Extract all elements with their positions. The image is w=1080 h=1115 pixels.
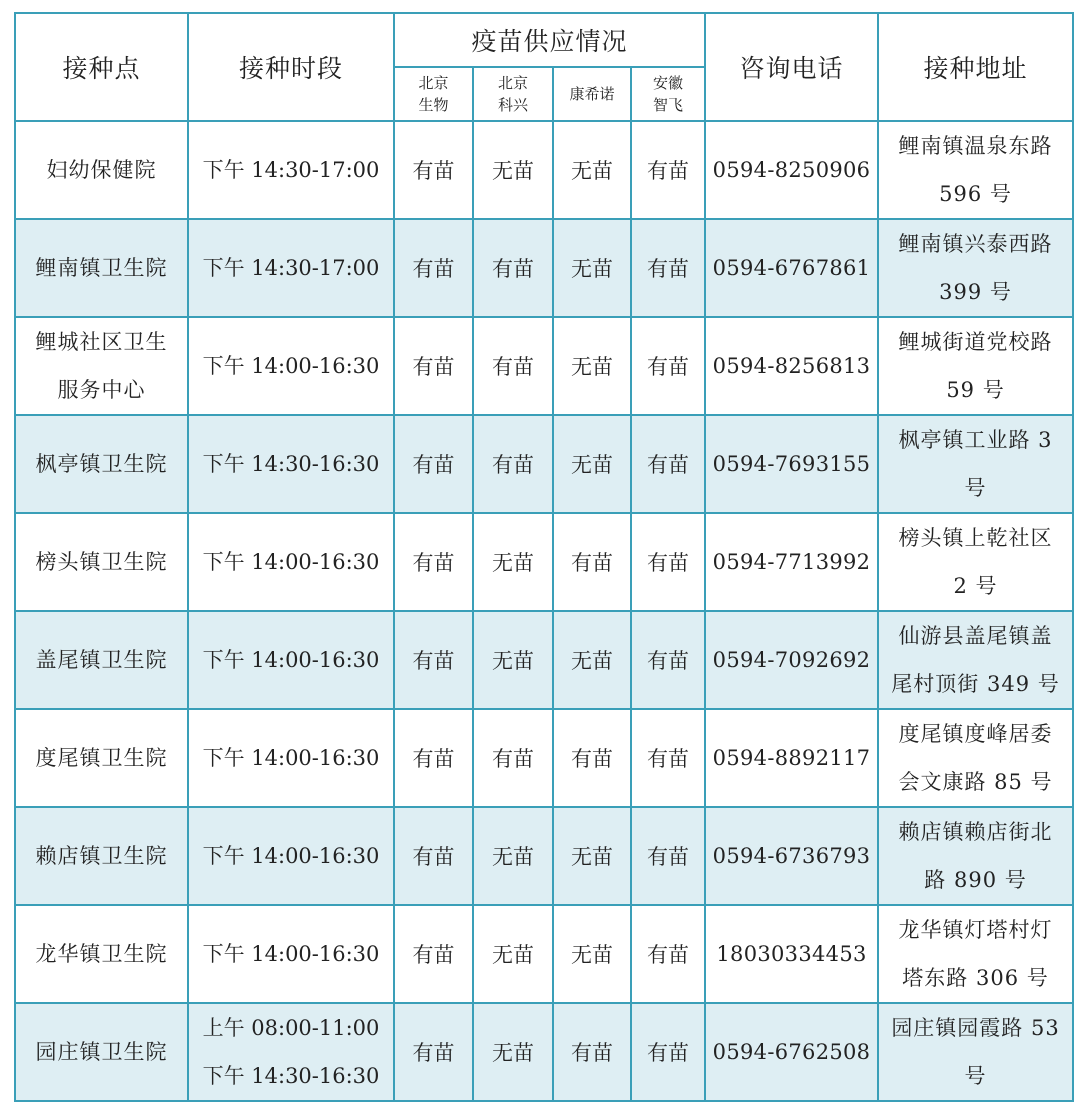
- time-cell-line: 下午 14:00-16:30: [202, 648, 380, 672]
- supply-status-cell: 有苗: [631, 611, 705, 709]
- time-cell: [188, 513, 394, 611]
- supply-status-cell: 无苗: [553, 121, 631, 219]
- supply-status-cell: 有苗: [394, 121, 473, 219]
- site-cell-line: 盖尾镇卫生院: [35, 648, 168, 672]
- address-cell-line: 鲤城街道党校路: [898, 330, 1053, 354]
- site-cell-line: 度尾镇卫生院: [35, 746, 168, 770]
- address-cell-line: 赖店镇赖店街北: [898, 820, 1053, 844]
- supply-status-cell: 有苗: [473, 709, 553, 807]
- time-cell-line: 下午 14:00-16:30: [202, 550, 380, 574]
- table-row: [15, 905, 1073, 1003]
- phone-cell: 0594-6736793: [705, 807, 878, 905]
- address-cell-line: 596 号: [939, 182, 1012, 206]
- table-row: [15, 709, 1073, 807]
- phone-cell: 0594-6762508: [705, 1003, 878, 1101]
- supply-status-cell: 有苗: [631, 317, 705, 415]
- address-cell-line: 59 号: [946, 378, 1005, 402]
- supply-status-cell: 无苗: [473, 905, 553, 1003]
- supply-status-cell: 无苗: [553, 415, 631, 513]
- address-cell: [878, 513, 1073, 611]
- address-cell: [878, 121, 1073, 219]
- site-cell: [15, 709, 188, 807]
- supply-status-cell: 无苗: [473, 1003, 553, 1101]
- header-vaccine-text: 北京: [418, 74, 449, 92]
- site-cell: [15, 121, 188, 219]
- supply-status-cell: 有苗: [473, 415, 553, 513]
- address-cell-line: 度尾镇度峰居委: [898, 722, 1053, 746]
- supply-status-cell: 有苗: [394, 807, 473, 905]
- supply-status-cell: 无苗: [553, 219, 631, 317]
- address-cell-line: 园庄镇园霞路 53: [891, 1016, 1060, 1040]
- header-vaccine-text: 科兴: [497, 96, 528, 114]
- supply-status-cell: 有苗: [631, 513, 705, 611]
- table-row: [15, 121, 1073, 219]
- supply-status-cell: 无苗: [553, 905, 631, 1003]
- header-vaccine-3: [553, 67, 631, 121]
- phone-cell: 18030334453: [705, 905, 878, 1003]
- site-cell: [15, 807, 188, 905]
- address-cell: [878, 415, 1073, 513]
- header-vaccine-1: [394, 67, 473, 121]
- time-cell: [188, 905, 394, 1003]
- supply-status-cell: 有苗: [394, 317, 473, 415]
- address-cell-line: 榜头镇上乾社区: [898, 526, 1053, 550]
- supply-status-cell: 有苗: [394, 1003, 473, 1101]
- supply-status-cell: 有苗: [631, 121, 705, 219]
- time-cell-line: 下午 14:30-17:00: [202, 158, 380, 182]
- time-cell: [188, 219, 394, 317]
- header-address: 接种地址: [878, 13, 1073, 121]
- site-cell: [15, 415, 188, 513]
- table-row: [15, 219, 1073, 317]
- supply-status-cell: 有苗: [631, 709, 705, 807]
- address-cell: [878, 1003, 1073, 1101]
- supply-status-cell: 无苗: [553, 807, 631, 905]
- site-cell-line: 园庄镇卫生院: [35, 1040, 168, 1064]
- header-vaccine-4: [631, 67, 705, 121]
- supply-status-cell: 有苗: [394, 905, 473, 1003]
- address-cell-line: 仙游县盖尾镇盖: [898, 624, 1053, 648]
- header-time: 接种时段: [188, 13, 394, 121]
- supply-status-cell: 有苗: [394, 219, 473, 317]
- address-cell-line: 枫亭镇工业路 3: [898, 428, 1053, 452]
- supply-status-cell: 有苗: [394, 709, 473, 807]
- time-cell: [188, 709, 394, 807]
- site-cell: [15, 219, 188, 317]
- site-cell: [15, 905, 188, 1003]
- site-cell: [15, 317, 188, 415]
- site-cell-line: 妇幼保健院: [46, 158, 157, 182]
- address-cell-line: 号: [964, 1064, 987, 1088]
- time-cell: [188, 415, 394, 513]
- site-cell-line: 赖店镇卫生院: [35, 844, 168, 868]
- site-cell: [15, 1003, 188, 1101]
- address-cell-line: 尾村顶街 349 号: [891, 672, 1060, 696]
- table-row: [15, 317, 1073, 415]
- phone-cell: 0594-8250906: [705, 121, 878, 219]
- address-cell-line: 399 号: [939, 280, 1012, 304]
- supply-status-cell: 无苗: [553, 317, 631, 415]
- supply-status-cell: 有苗: [553, 709, 631, 807]
- time-cell-line: 下午 14:00-16:30: [202, 942, 380, 966]
- time-cell-line: 下午 14:30-17:00: [202, 256, 380, 280]
- address-cell-line: 2 号: [953, 574, 998, 598]
- time-cell: [188, 317, 394, 415]
- phone-cell: 0594-6767861: [705, 219, 878, 317]
- header-phone: 咨询电话: [705, 13, 878, 121]
- supply-status-cell: 有苗: [553, 513, 631, 611]
- header-vaccine-text: 智飞: [653, 96, 684, 114]
- address-cell: [878, 709, 1073, 807]
- address-cell-line: 鲤南镇兴泰西路: [898, 232, 1053, 256]
- site-cell: [15, 513, 188, 611]
- header-vaccine-text: 生物: [418, 96, 449, 114]
- supply-status-cell: 有苗: [553, 1003, 631, 1101]
- time-cell-line: 下午 14:00-16:30: [202, 844, 380, 868]
- phone-cell: 0594-8892117: [705, 709, 878, 807]
- supply-status-cell: 有苗: [394, 611, 473, 709]
- address-cell-line: 塔东路 306 号: [902, 966, 1049, 990]
- supply-status-cell: 有苗: [473, 317, 553, 415]
- table-row: [15, 807, 1073, 905]
- time-cell-line: 下午 14:30-16:30: [202, 1064, 380, 1088]
- phone-cell: 0594-7713992: [705, 513, 878, 611]
- address-cell: [878, 219, 1073, 317]
- address-cell-line: 路 890 号: [924, 868, 1027, 892]
- time-cell: [188, 807, 394, 905]
- site-cell-line: 龙华镇卫生院: [35, 942, 168, 966]
- time-cell: [188, 611, 394, 709]
- header-vaccine-2: [473, 67, 553, 121]
- supply-status-cell: 无苗: [473, 513, 553, 611]
- supply-status-cell: 无苗: [553, 611, 631, 709]
- header-vaccine-supply: 疫苗供应情况: [394, 13, 705, 67]
- header-site: 接种点: [15, 13, 188, 121]
- supply-status-cell: 有苗: [394, 415, 473, 513]
- address-cell: [878, 611, 1073, 709]
- time-cell-line: 上午 08:00-11:00: [202, 1016, 380, 1040]
- supply-status-cell: 有苗: [631, 1003, 705, 1101]
- phone-cell: 0594-8256813: [705, 317, 878, 415]
- table-body: [15, 121, 1073, 1101]
- site-cell-line: 鲤南镇卫生院: [35, 256, 168, 280]
- phone-cell: 0594-7693155: [705, 415, 878, 513]
- site-cell-line: 鲤城社区卫生: [35, 330, 168, 354]
- site-cell-line: 枫亭镇卫生院: [35, 452, 168, 476]
- table-row: [15, 611, 1073, 709]
- supply-status-cell: 无苗: [473, 121, 553, 219]
- site-cell: [15, 611, 188, 709]
- address-cell-line: 龙华镇灯塔村灯: [898, 918, 1053, 942]
- header-row-main: [15, 13, 1073, 67]
- table-row: [15, 513, 1073, 611]
- time-cell-line: 下午 14:30-16:30: [202, 452, 380, 476]
- header-vaccine-text: 康希诺: [569, 85, 615, 103]
- time-cell-line: 下午 14:00-16:30: [202, 746, 380, 770]
- supply-status-cell: 有苗: [631, 415, 705, 513]
- header-vaccine-text: 安徽: [653, 74, 684, 92]
- supply-status-cell: 有苗: [394, 513, 473, 611]
- site-cell-line: 服务中心: [57, 378, 146, 402]
- phone-cell: 0594-7092692: [705, 611, 878, 709]
- table-row: [15, 1003, 1073, 1101]
- supply-status-cell: 无苗: [473, 611, 553, 709]
- supply-status-cell: 有苗: [473, 219, 553, 317]
- table-row: [15, 415, 1073, 513]
- site-cell-line: 榜头镇卫生院: [35, 550, 168, 574]
- vaccination-schedule-table: [14, 12, 1074, 1102]
- header-vaccine-text: 北京: [497, 74, 528, 92]
- supply-status-cell: 有苗: [631, 807, 705, 905]
- time-cell: [188, 1003, 394, 1101]
- address-cell: [878, 807, 1073, 905]
- address-cell-line: 号: [964, 476, 987, 500]
- address-cell: [878, 317, 1073, 415]
- address-cell-line: 鲤南镇温泉东路: [898, 134, 1053, 158]
- supply-status-cell: 有苗: [631, 905, 705, 1003]
- address-cell: [878, 905, 1073, 1003]
- time-cell: [188, 121, 394, 219]
- supply-status-cell: 无苗: [473, 807, 553, 905]
- time-cell-line: 下午 14:00-16:30: [202, 354, 380, 378]
- supply-status-cell: 有苗: [631, 219, 705, 317]
- address-cell-line: 会文康路 85 号: [898, 770, 1053, 794]
